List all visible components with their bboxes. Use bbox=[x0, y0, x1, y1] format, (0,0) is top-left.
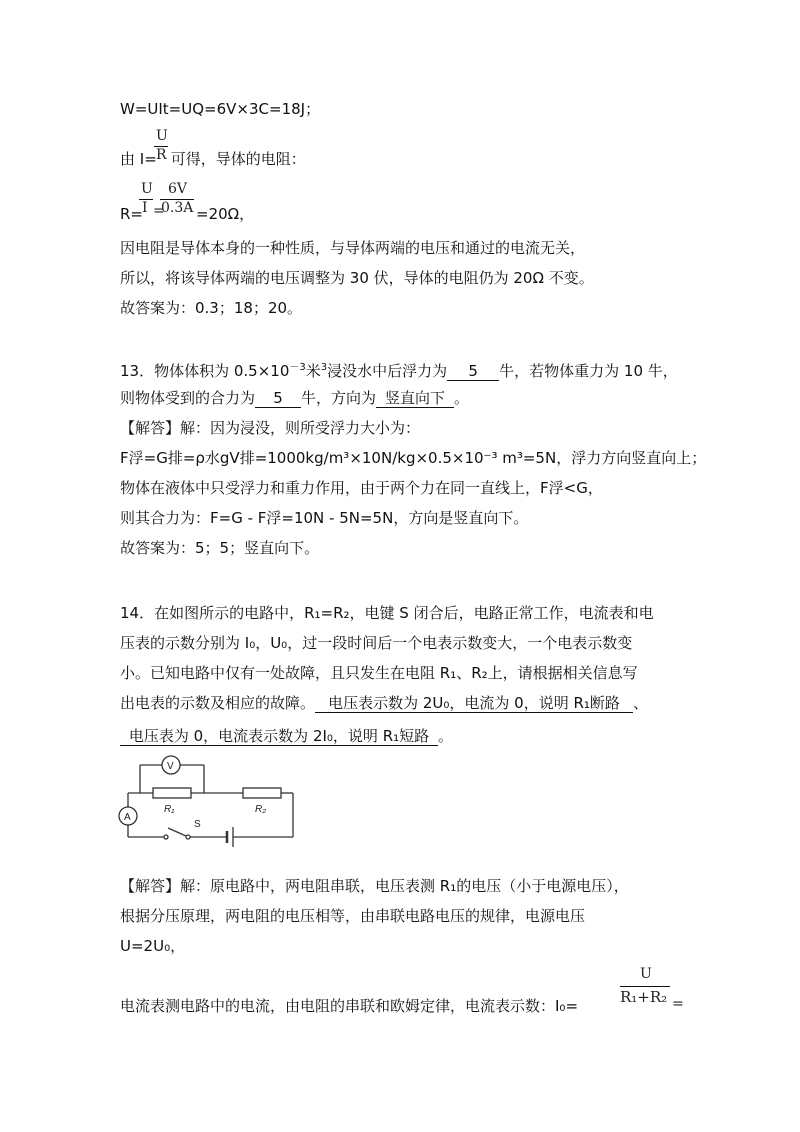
ohm-suffix: 可得，导体的电阻： bbox=[170, 150, 306, 168]
ohm-frac-denominator: R bbox=[156, 147, 167, 163]
q13-text-d: 牛，若物体重力为 10 牛， bbox=[499, 362, 678, 380]
voltmeter-label: V bbox=[167, 761, 174, 772]
q14-blank-short-circuit: 电压表为 0，电流表示数为 2I₀，说明 R₁短路 bbox=[120, 727, 438, 746]
q13-text-b: 米 bbox=[305, 362, 321, 380]
switch-lever bbox=[168, 828, 186, 836]
q14-frac-bar bbox=[620, 986, 670, 987]
r-frac-i: I bbox=[142, 200, 148, 216]
q14-line2: 压表的示数分别为 I₀，U₀，过一段时间后一个电表示数变大，一个电表示数变 bbox=[120, 634, 633, 652]
r-frac-6v: 6V bbox=[168, 181, 188, 197]
q14-frac-eq: = bbox=[672, 996, 684, 1012]
q13-solution-1: 【解答】解：因为浸没，则所受浮力大小为： bbox=[120, 419, 421, 437]
q14-solution-1: 【解答】解：原电路中，两电阻串联，电压表测 R₁的电压（小于电源电压）， bbox=[120, 877, 629, 895]
q14-frac-top: U bbox=[640, 966, 652, 982]
q14-text-b: 、 bbox=[633, 694, 649, 712]
q13-text-a: 13．物体体积为 0.5×10 bbox=[120, 362, 290, 380]
ammeter-label: A bbox=[124, 812, 131, 823]
answer-12: 故答案为：0.3；18；20。 bbox=[120, 299, 303, 317]
ohm-frac-numerator: U bbox=[156, 128, 168, 144]
q14-line5 bbox=[120, 726, 453, 746]
q13-text-f: 牛，方向为 bbox=[301, 389, 377, 407]
switch-label: S bbox=[194, 819, 201, 830]
r-prefix: R= bbox=[120, 205, 143, 223]
resistance-line bbox=[120, 204, 143, 224]
q13-solution-2: F浮=G排=ρ水gV排=1000kg/m³×10N/kg×0.5×10⁻³ m³=5N，浮力方向竖直向上； bbox=[120, 449, 707, 467]
q14-line3: 小。已知电路中仅有一处故障，且只发生在电阻 R₁、R₂上，请根据相关信息写 bbox=[120, 664, 638, 682]
q13-exp: －3 bbox=[289, 362, 306, 373]
switch-contact-left bbox=[164, 835, 168, 839]
r2-label: R₂ bbox=[255, 804, 267, 815]
r-eq: = bbox=[153, 203, 165, 219]
q13-line1 bbox=[120, 358, 678, 381]
explanation-2: 所以，将该导体两端的电压调整为 30 伏，导体的电阻仍为 20Ω 不变。 bbox=[120, 269, 594, 287]
q13-blank-buoyancy: 5 bbox=[447, 362, 499, 381]
q14-line4 bbox=[120, 693, 648, 713]
q13-blank-direction: 竖直向下 bbox=[376, 389, 454, 408]
q13-blank-net-force: 5 bbox=[255, 389, 301, 408]
q14-line1: 14．在如图所示的电路中，R₁=R₂，电键 S 闭合后，电路正常工作，电流表和电 bbox=[120, 604, 654, 622]
ohm-law-line bbox=[120, 149, 306, 169]
r1-label: R₁ bbox=[164, 804, 175, 815]
explanation-1: 因电阻是导体本身的一种性质，与导体两端的电压和通过的电流无关， bbox=[120, 239, 586, 257]
circuit-diagram bbox=[118, 755, 303, 855]
q13-exp2: 3 bbox=[320, 362, 328, 373]
q14-frac-bottom: R₁+R₂ bbox=[620, 988, 668, 1006]
q14-solution-4: 电流表测电路中的电流，由电阻的串联和欧姆定律，电流表示数：I₀= bbox=[120, 997, 579, 1015]
q13-text-g: 。 bbox=[454, 389, 470, 407]
q14-solution-2: 根据分压原理，两电阻的电压相等，由串联电路电压的规律，电源电压 bbox=[120, 907, 586, 925]
q13-text-e: 则物体受到的合力为 bbox=[120, 389, 256, 407]
q14-text-c: 。 bbox=[438, 727, 454, 745]
switch-contact-right bbox=[186, 835, 190, 839]
q13-solution-3: 物体在液体中只受浮力和重力作用，由于两个力在同一直线上，F浮<G， bbox=[120, 479, 603, 497]
r-frac-03a: 0.3A bbox=[161, 200, 194, 216]
q13-answer: 故答案为：5；5；竖直向下。 bbox=[120, 539, 320, 557]
q13-text-c: 浸没水中后浮力为 bbox=[327, 362, 448, 380]
q13-line2 bbox=[120, 388, 469, 408]
r-frac-u: U bbox=[141, 181, 153, 197]
q13-solution-4: 则其合力为：F=G - F浮=10N - 5N=5N，方向是竖直向下。 bbox=[120, 509, 529, 527]
ohm-prefix: 由 I= bbox=[120, 150, 157, 168]
q14-text-a: 出电表的示数及相应的故障。 bbox=[120, 694, 316, 712]
work-formula: W=UIt=UQ=6V×3C=18J； bbox=[120, 100, 321, 118]
resistor-r1 bbox=[153, 788, 191, 798]
q14-solution-3: U=2U₀， bbox=[120, 937, 186, 955]
r-result: =20Ω， bbox=[196, 205, 255, 223]
resistor-r2 bbox=[243, 788, 281, 798]
q14-blank-open-circuit: 电压表示数为 2U₀，电流为 0，说明 R₁断路 bbox=[315, 694, 633, 713]
